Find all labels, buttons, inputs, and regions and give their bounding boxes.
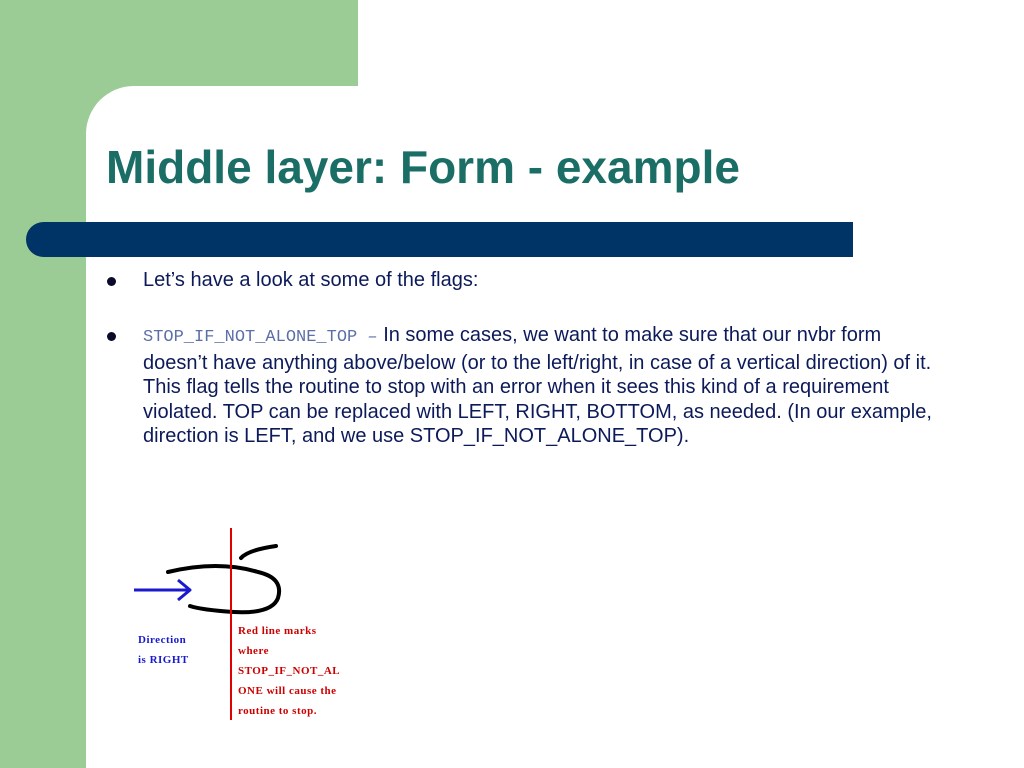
flag-code: STOP_IF_NOT_ALONE_TOP –: [143, 328, 378, 347]
slide-title: Middle layer: Form - example: [106, 141, 740, 193]
bullet-dot-icon: [107, 332, 116, 341]
bullet-item-2: [143, 323, 943, 449]
bullet-dot-icon: [107, 277, 116, 286]
direction-label: Direction is RIGHT: [138, 634, 189, 666]
bullet-item-1: Let’s have a look at some of the flags:: [143, 269, 479, 291]
red-line-note: Red line marks where STOP_IF_NOT_AL ONE will cause the routine to stop.: [238, 625, 341, 717]
form-direction-figure: [128, 520, 428, 730]
bullet-item-2-text: In some cases, we want to make sure that our nvbr form doesn’t have anything above/below (or to the left/right, in case of a vertical direction) of it. This flag tells the routine to stop with an error when it sees this kind of a requirement violated. TOP can be replaced with LEFT, RIGHT, BOTTOM, as needed. (In our example, direction is LEFT, and we use STOP_IF_NOT_ALONE_TOP).: [143, 324, 932, 447]
title-underline-bar: [26, 222, 853, 257]
